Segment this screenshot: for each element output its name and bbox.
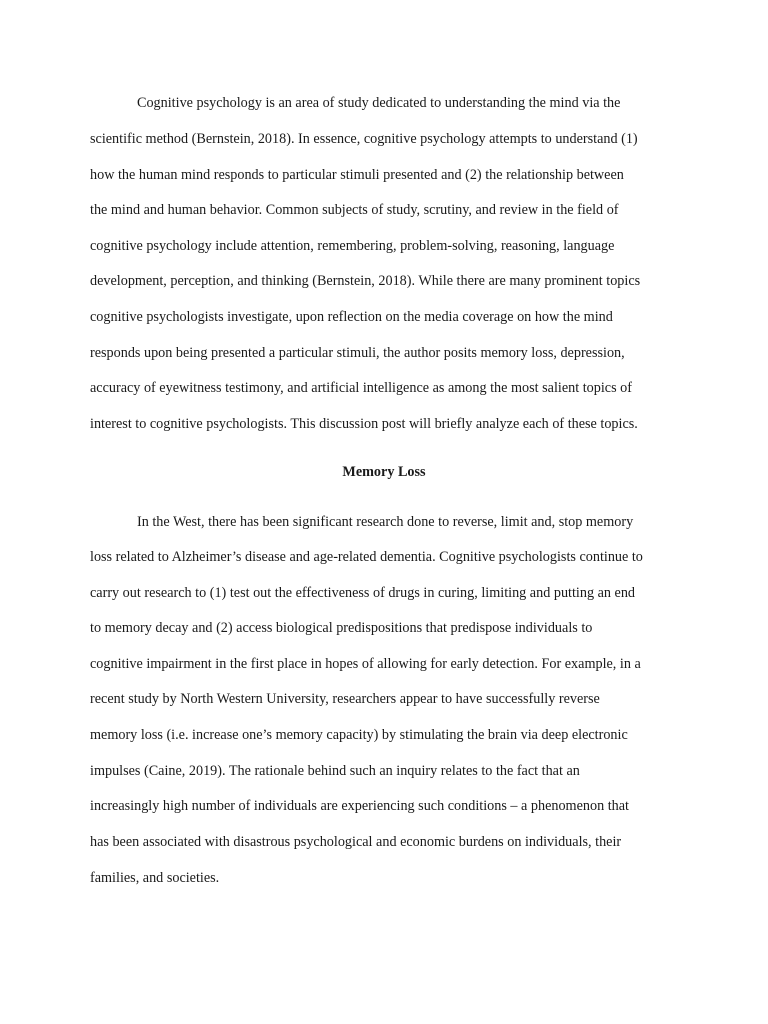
paragraph-line: impulses (Caine, 2019). The rationale behind such an inquiry relates to the fact that an xyxy=(90,763,580,779)
paragraph-line: Cognitive psychology is an area of study dedicated to understanding the mind via the xyxy=(137,95,621,111)
paragraph-line: development, perception, and thinking (Bernstein, 2018). While there are many prominent topics xyxy=(90,273,641,289)
paragraph-line: cognitive impairment in the first place in hopes of allowing for early detection. For example, in a xyxy=(90,656,641,672)
paragraph-line: to memory decay and (2) access biological predispositions that predispose individuals to xyxy=(90,620,593,636)
paragraph-line: the mind and human behavior. Common subjects of study, scrutiny, and review in the field of xyxy=(90,202,619,218)
paragraph-line: accuracy of eyewitness testimony, and artificial intelligence as among the most salient topics of xyxy=(90,380,632,396)
paragraph-line: carry out research to (1) test out the effectiveness of drugs in curing, limiting and putting an end xyxy=(90,585,636,601)
paragraph-line: has been associated with disastrous psychological and economic burdens on individuals, their xyxy=(90,834,622,850)
paragraph-line: cognitive psychology include attention, remembering, problem-solving, reasoning, language xyxy=(90,238,615,254)
paragraph-line: cognitive psychologists investigate, upon reflection on the media coverage on how the mind xyxy=(90,309,613,325)
paragraph-line: loss related to Alzheimer’s disease and age-related dementia. Cognitive psychologists continue to xyxy=(90,549,643,565)
paragraph-line: responds upon being presented a particular stimuli, the author posits memory loss, depression, xyxy=(90,345,625,361)
paragraph-line: In the West, there has been significant research done to reverse, limit and, stop memory xyxy=(137,514,634,530)
section-heading: Memory Loss xyxy=(342,464,426,480)
paragraph-line: families, and societies. xyxy=(90,870,220,886)
paragraph-line: scientific method (Bernstein, 2018). In essence, cognitive psychology attempts to understand (1) xyxy=(90,131,638,147)
paragraph-line: increasingly high number of individuals are experiencing such conditions – a phenomenon that xyxy=(90,798,629,814)
paragraph-line: memory loss (i.e. increase one’s memory capacity) by stimulating the brain via deep electronic xyxy=(90,727,628,743)
paragraph-line: recent study by North Western University, researchers appear to have successfully reverse xyxy=(90,691,600,707)
paragraph-line: how the human mind responds to particular stimuli presented and (2) the relationship between xyxy=(90,167,624,183)
paragraph-line: interest to cognitive psychologists. This discussion post will briefly analyze each of these topics. xyxy=(90,416,638,432)
